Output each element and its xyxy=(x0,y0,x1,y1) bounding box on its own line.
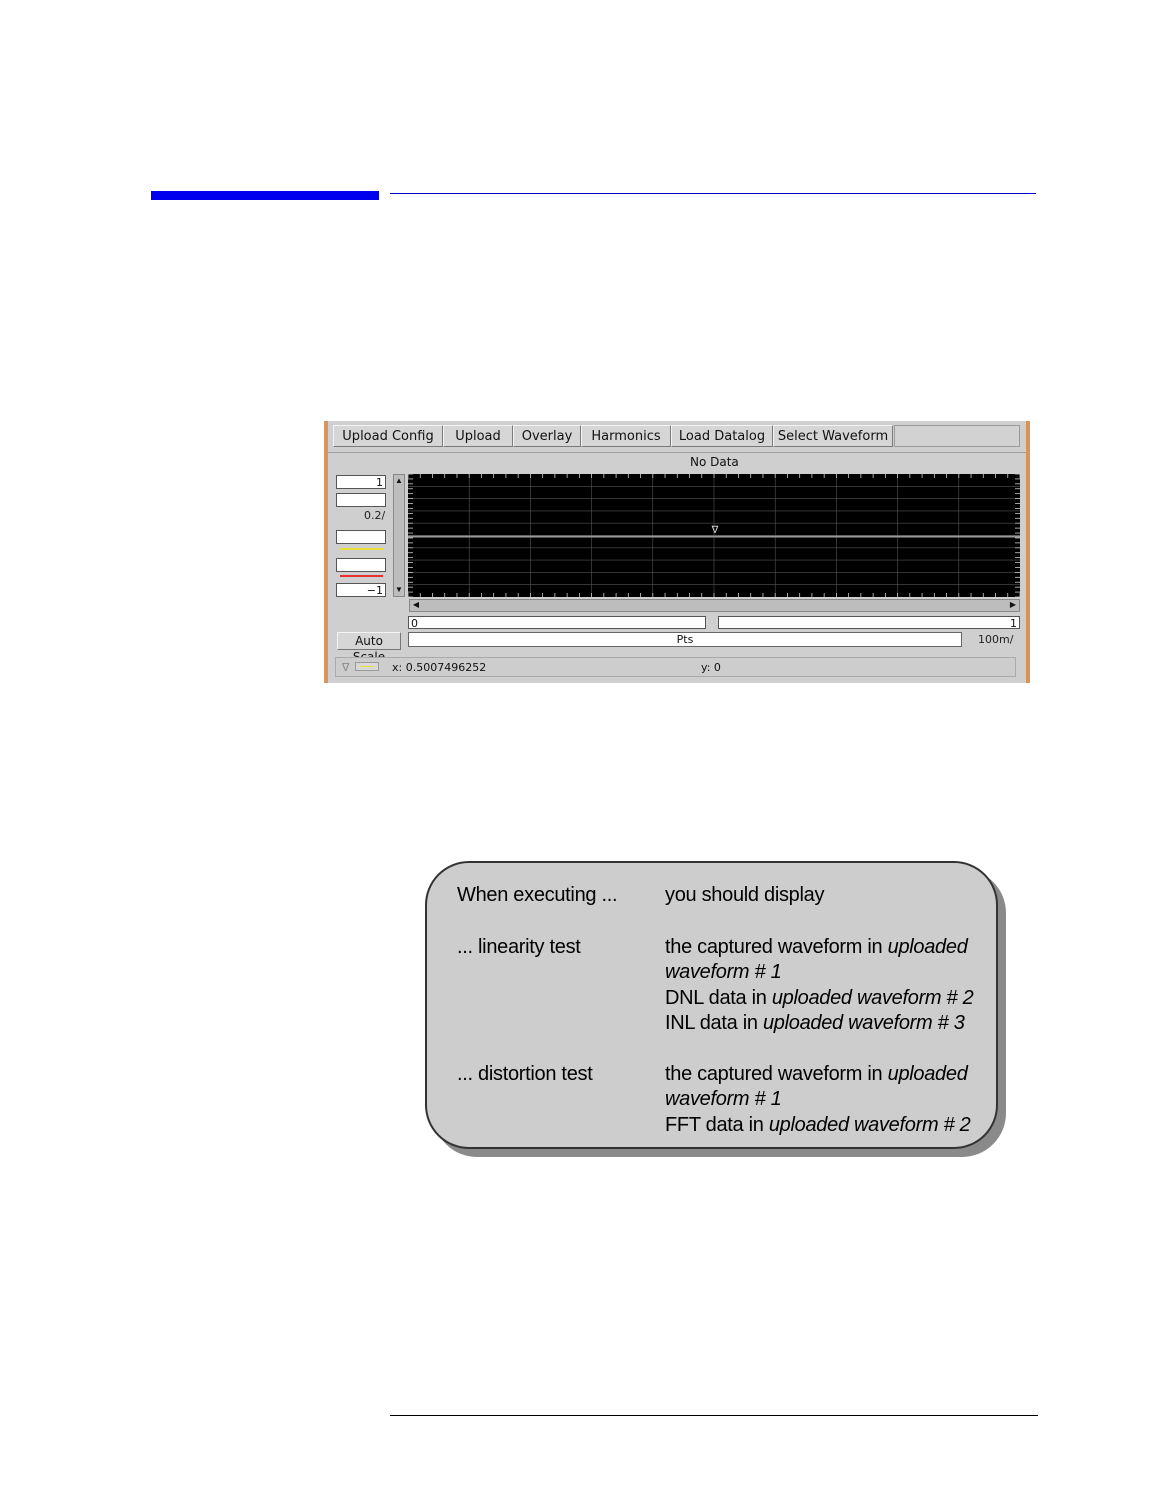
note-row-linearity-line2: waveform # 1 xyxy=(665,961,782,983)
plot-grid xyxy=(408,474,1020,597)
series2-color-swatch xyxy=(340,575,383,577)
note-row-distortion-line3: FFT data in uploaded waveform # 2 xyxy=(665,1114,971,1136)
note-row-linearity-line1: the captured waveform in uploaded xyxy=(665,936,968,958)
waveform-plot[interactable] xyxy=(408,474,1020,597)
y-max-field[interactable]: 1 xyxy=(336,475,386,489)
x-end-field[interactable]: 1 xyxy=(718,616,1020,629)
toolbar xyxy=(333,425,1020,449)
note-row-distortion-line1: the captured waveform in uploaded xyxy=(665,1063,968,1085)
cursor-x-readout: x: 0.5007496252 xyxy=(392,661,487,674)
cursor-marker-icon: ∇ xyxy=(342,661,350,674)
x-start-field[interactable]: 0 xyxy=(408,616,706,629)
note-header-left: When executing ... xyxy=(457,884,618,906)
horizontal-scrollbar[interactable] xyxy=(409,599,1020,612)
scroll-up-icon[interactable]: ▲ xyxy=(395,476,403,485)
toolbar-separator xyxy=(328,452,1026,453)
harmonics-button[interactable]: Harmonics xyxy=(581,425,671,447)
upload-config-button[interactable]: Upload Config xyxy=(333,425,443,447)
series1-field[interactable] xyxy=(336,530,386,544)
y-per-division-label: 0.2/ xyxy=(364,509,386,522)
note-header-right: you should display xyxy=(665,884,825,906)
status-bar xyxy=(335,657,1016,677)
cursor-marker[interactable]: ∇ xyxy=(711,525,719,536)
select-waveform-button[interactable]: Select Waveform xyxy=(773,425,893,447)
series-swatch xyxy=(355,662,379,671)
series2-field[interactable] xyxy=(336,558,386,572)
upload-button[interactable]: Upload xyxy=(443,425,513,447)
overlay-button[interactable]: Overlay xyxy=(513,425,581,447)
scroll-left-icon[interactable]: ◀ xyxy=(412,600,420,609)
note-row-linearity-label: ... linearity test xyxy=(457,936,581,958)
scroll-down-icon[interactable]: ▼ xyxy=(395,585,403,594)
vertical-scrollbar[interactable] xyxy=(393,474,405,597)
note-row-linearity-line3: DNL data in uploaded waveform # 2 xyxy=(665,987,974,1009)
series1-color-swatch xyxy=(340,548,383,550)
x-per-division-label: 100m/ xyxy=(978,633,1014,646)
header-rule xyxy=(390,193,1036,194)
header-accent-bar xyxy=(151,191,379,200)
footer-rule xyxy=(390,1415,1038,1416)
note-row-distortion-label: ... distortion test xyxy=(457,1063,593,1085)
auto-scale-button[interactable]: Auto xyxy=(337,632,401,650)
scroll-right-icon[interactable]: ▶ xyxy=(1009,600,1017,609)
load-datalog-button[interactable]: Load Datalog xyxy=(671,425,773,447)
note-row-linearity-line4: INL data in uploaded waveform # 3 xyxy=(665,1012,965,1034)
x-axis-units-field[interactable]: Pts xyxy=(408,632,962,647)
note-row-distortion-line2: waveform # 1 xyxy=(665,1088,782,1110)
y-min-field[interactable]: −1 xyxy=(336,583,386,597)
waveform-viewer-window: Upload Config Upload Overlay Harmonics Load Datalog Select Waveform No Data 1 0.2/ −1 ▲ ▼ ∇ ◀ ▶ 0 1 Auto Pts 100m/ ∇ x: 0.5007496252 y: 0 xyxy=(324,421,1030,683)
y-offset-field[interactable] xyxy=(336,493,386,507)
toolbar-empty-field xyxy=(894,425,1020,447)
cursor-y-readout: y: 0 xyxy=(701,661,721,674)
